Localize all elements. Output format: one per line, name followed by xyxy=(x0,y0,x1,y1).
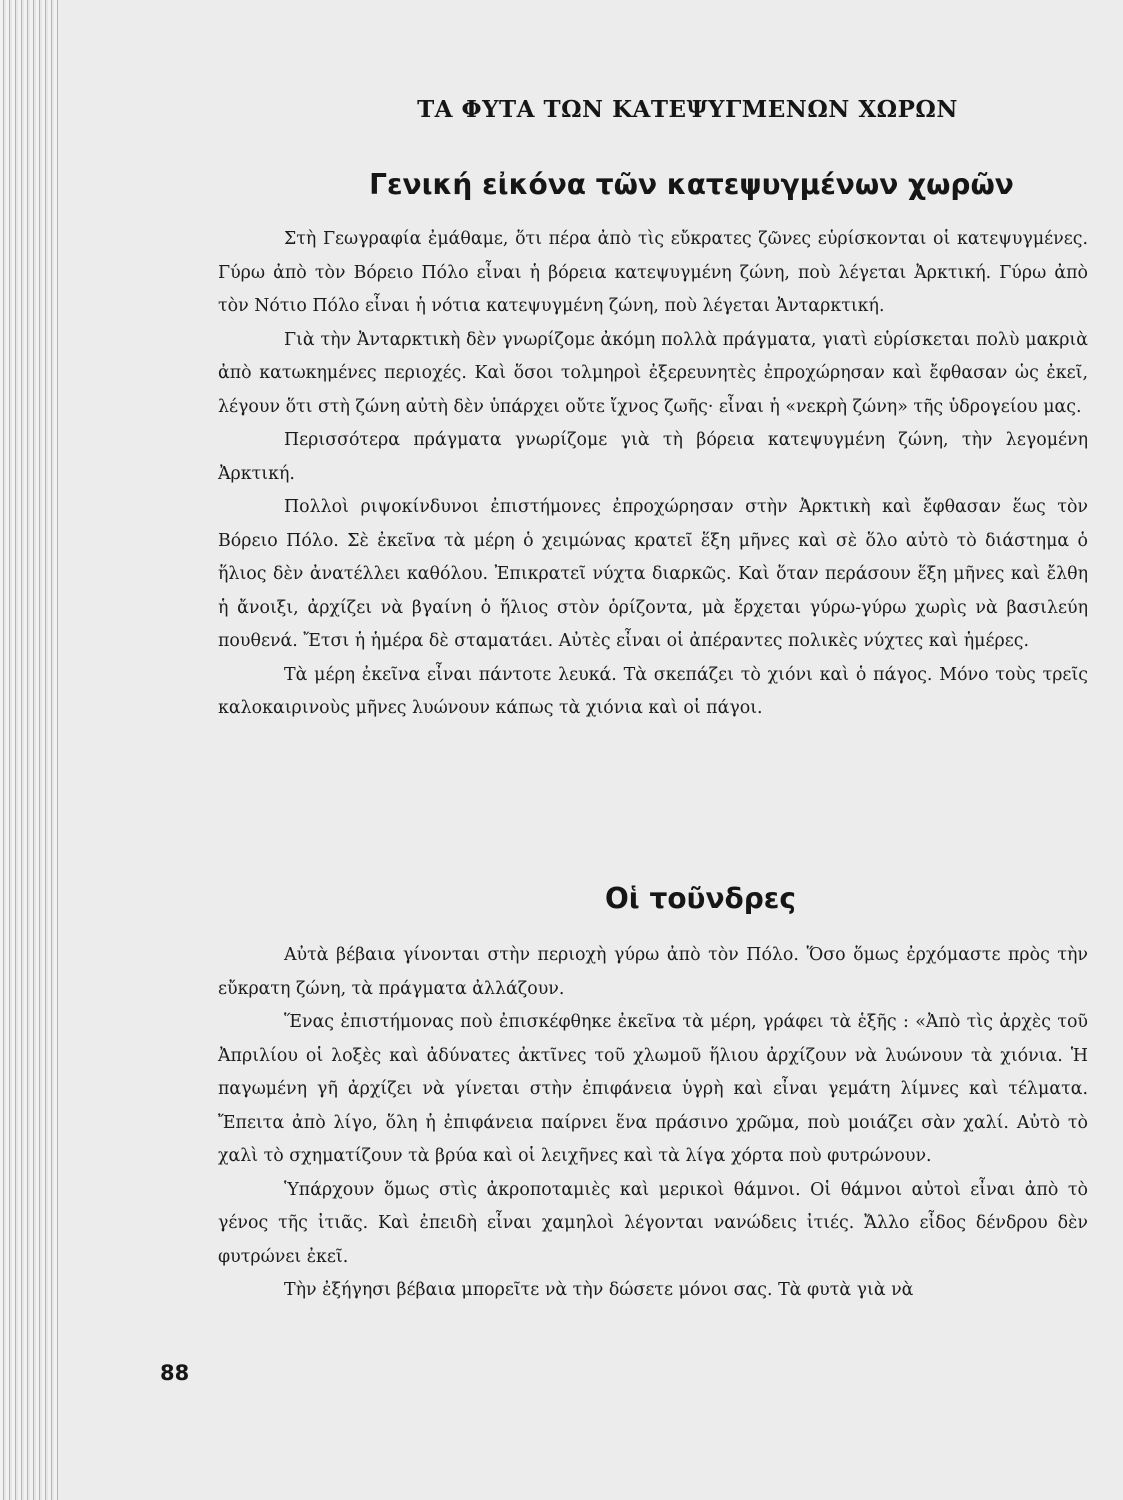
paragraph: Γιὰ τὴν Ἀνταρκτικὴ δὲν γνωρίζομε ἀκόμη πολλὰ πράγματα, γιατὶ εὑρίσκεται πολὺ μακριὰ ἀπὸ κατωκημένες περιοχές. Καὶ ὅσοι τολμηροὶ ἐξερευνητὲς ἐπροχώρησαν καὶ ἔφθασαν ὡς ἐκεῖ, λέγουν ὅτι στὴ ζώνη αὐτὴ δὲν ὑπάρχει οὔτε ἴχνος ζωῆς· εἶναι ἡ «νεκρὴ ζώνη» τῆς ὑδρογείου μας. xyxy=(218,329,1088,417)
chapter-title: ΤΑ ΦΥΤΑ ΤΩΝ ΚΑΤΕΨΥΓΜΕΝΩΝ ΧΩΡΩΝ xyxy=(417,96,958,123)
page-number: 88 xyxy=(160,1361,190,1385)
paragraph: Αὐτὰ βέβαια γίνονται στὴν περιοχὴ γύρω ἀπὸ τὸν Πόλο. Ὅσο ὅμως ἐρχόμαστε πρὸς τὴν εὔκρατη ζώνη, τὰ πράγματα ἀλλάζουν. xyxy=(218,945,1088,999)
paragraph: Ὑπάρχουν ὅμως στὶς ἀκροποταμιὲς καὶ μερικοὶ θάμνοι. Οἱ θάμνοι αὐτοὶ εἶναι ἀπὸ τὸ γένος τῆς ἰτιᾶς. Καὶ ἐπειδὴ εἶναι χαμηλοὶ λέγονται νανώδεις ἰτιές. Ἄλλο εἶδος δένδρου δὲν φυτρώνει ἐκεῖ. xyxy=(218,1179,1088,1267)
paragraph: Πολλοὶ ριψοκίνδυνοι ἐπιστήμονες ἐπροχώρησαν στὴν Ἀρκτικὴ καὶ ἔφθασαν ἕως τὸν Βόρειο Πόλο. Σὲ ἐκεῖνα τὰ μέρη ὁ χειμώνας κρατεῖ ἕξη μῆνες καὶ σὲ ὅλο αὐτὸ τὸ διάστημα ὁ ἥλιος δὲν ἀνατέλλει καθόλου. Ἐπικρατεῖ νύχτα διαρκῶς. Καὶ ὅταν περάσουν ἕξη μῆνες καὶ ἔλθη ἡ ἄνοιξι, ἀρχίζει νὰ βγαίνη ὁ ἥλιος στὸν ὁρίζοντα, μὰ ἔρχεται γύρω-γύρω χωρὶς νὰ βασιλεύη πουθενά. Ἔτσι ἡ ἡμέρα δὲ σταματάει. Αὐτὲς εἶναι οἱ ἀπέραντες πολικὲς νύχτες καὶ ἡμέρες. xyxy=(218,497,1088,651)
book-page xyxy=(58,0,1123,1500)
section-two-body xyxy=(218,939,1088,1308)
section-title-general-picture: Γενική εἰκόνα τῶν κατεψυγμένων χωρῶν xyxy=(369,168,1014,201)
page-stack-edge xyxy=(0,0,60,1500)
paragraph: Τὰ μέρη ἐκεῖνα εἶναι πάντοτε λευκά. Τὰ σκεπάζει τὸ χιόνι καὶ ὁ πάγος. Μόνο τοὺς τρεῖς καλοκαιρινοὺς μῆνες λυώνουν κάπως τὰ χιόνια καὶ οἱ πάγοι. xyxy=(218,664,1088,718)
section-one-body xyxy=(218,223,1088,726)
paragraph: Τὴν ἐξήγησι βέβαια μπορεῖτε νὰ τὴν δώσετε μόνοι σας. Τὰ φυτὰ γιὰ νὰ xyxy=(284,1280,914,1300)
paragraph: Περισσότερα πράγματα γνωρίζομε γιὰ τὴ βόρεια κατεψυγμένη ζώνη, τὴν λεγομένη Ἀρκτική. xyxy=(218,430,1088,484)
paragraph: Ἕνας ἐπιστήμονας ποὺ ἐπισκέφθηκε ἐκεῖνα τὰ μέρη, γράφει τὰ ἑξῆς : «Ἀπὸ τὶς ἀρχὲς τοῦ Ἀπριλίου οἱ λοξὲς καὶ ἀδύνατες ἀκτῖνες τοῦ χλωμοῦ ἥλιου ἀρχίζουν νὰ λυώνουν τὰ χιόνια. Ἡ παγωμένη γῆ ἀρχίζει νὰ γίνεται στὴν ἐπιφάνεια ὑγρὴ καὶ εἶναι γεμάτη λίμνες καὶ τέλματα. Ἔπειτα ἀπὸ λίγο, ὅλη ἡ ἐπιφάνεια παίρνει ἕνα πράσινο χρῶμα, ποὺ μοιάζει σὰν χαλί. Αὐτὸ τὸ χαλὶ τὸ σχηματίζουν τὰ βρύα καὶ οἱ λειχῆνες καὶ τὰ λίγα χόρτα ποὺ φυτρώνουν. xyxy=(218,1012,1088,1166)
paragraph: Στὴ Γεωγραφία ἐμάθαμε, ὅτι πέρα ἀπὸ τὶς εὔκρατες ζῶνες εὑρίσκονται οἱ κατεψυγμένες. Γύρω ἀπὸ τὸν Βόρειο Πόλο εἶναι ἡ βόρεια κατεψυγμένη ζώνη, ποὺ λέγεται Ἀρκτική. Γύρω ἀπὸ τὸν Νότιο Πόλο εἶναι ἡ νότια κατεψυγμένη ζώνη, ποὺ λέγεται Ἀνταρκτική. xyxy=(218,229,1088,316)
section-title-tundras: Οἱ τοῦνδρες xyxy=(604,882,796,915)
